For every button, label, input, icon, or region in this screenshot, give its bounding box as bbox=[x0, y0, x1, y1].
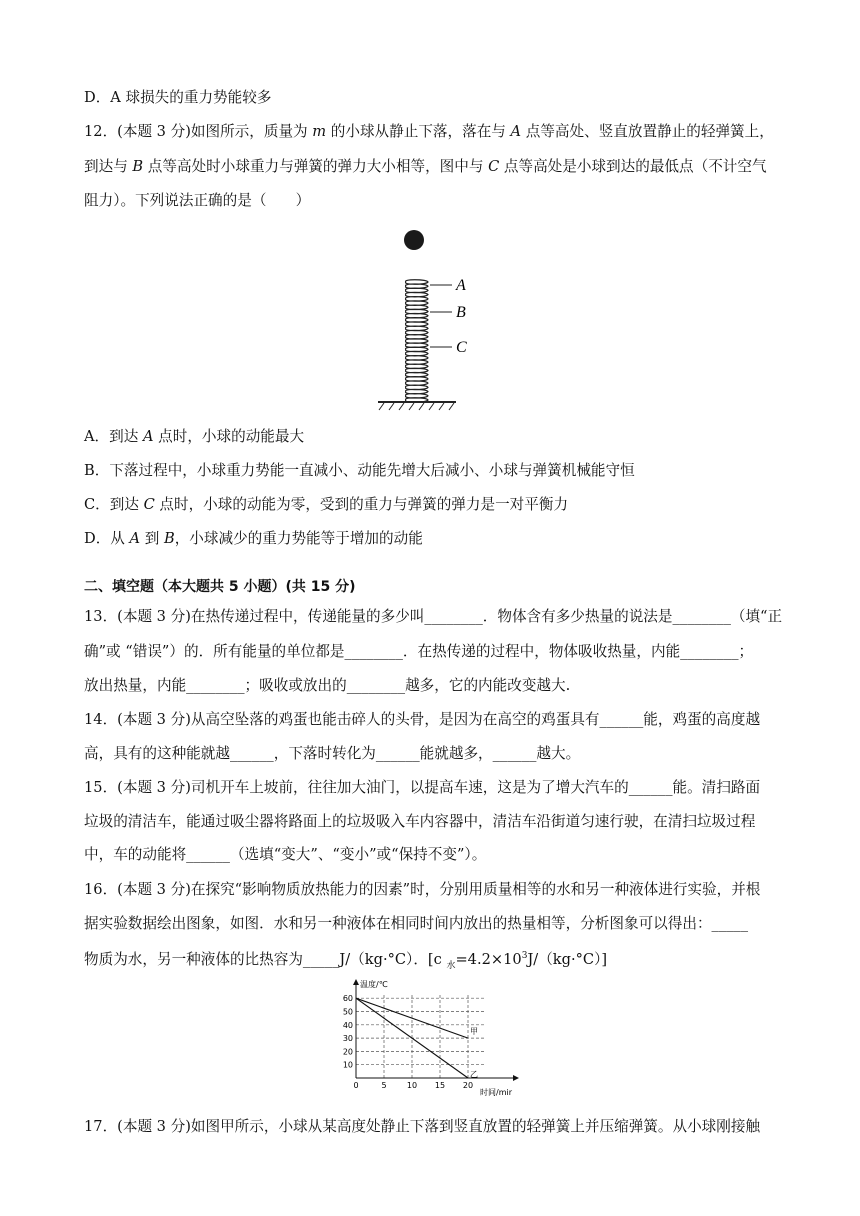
section-heading: 二、填空题（本大题共 5 小题）(共 15 分) bbox=[84, 579, 356, 595]
spring-coil bbox=[406, 280, 428, 403]
q14-line2: 高，具有的这种能就越______，下落时转化为______能就越多，______越大。 bbox=[84, 745, 581, 762]
x-tick-label: 20 bbox=[462, 1081, 474, 1090]
q13-line1: 13．(本题 3 分)在热传递过程中，传递能量的多少叫________．物体含有多少热量的说法是________（填“正 bbox=[84, 608, 783, 625]
ground-hatch bbox=[379, 403, 454, 410]
q12-text-line2: 到达与 B 点等高处时小球重力与弹簧的弹力大小相等，图中与 C 点等高处是小球到达的最低点（不计空气 bbox=[84, 158, 767, 175]
q13-line2: 确”或 “错误”）的．所有能量的单位都是________．在热传递的过程中，物体吸收热量，内能________； bbox=[84, 643, 754, 660]
y-tick-label: 40 bbox=[342, 1020, 353, 1030]
y-axis-arrow-icon bbox=[353, 979, 359, 985]
y-tick-label: 50 bbox=[342, 1007, 353, 1017]
y-tick-label: 60 bbox=[342, 994, 353, 1004]
q12-option-d: D．从 A 到 B，小球减少的重力势能等于增加的动能 bbox=[84, 530, 423, 547]
q11-option-d: D．A 球损失的重力势能较多 bbox=[84, 89, 272, 106]
q15-line3: 中，车的动能将______（选填“变大”、“变小”或“保持不变”）。 bbox=[84, 846, 487, 863]
label-a: A bbox=[456, 277, 466, 294]
q14-line1: 14．(本题 3 分)从高空坠落的鸡蛋也能击碎人的头骨，是因为在高空的鸡蛋具有______能，鸡蛋的高度越 bbox=[84, 711, 761, 728]
x-tick-label: 15 bbox=[434, 1081, 446, 1090]
q12-option-b: B．下落过程中，小球重力势能一直减小、动能先增大后减小、小球与弹簧机械能守恒 bbox=[84, 462, 635, 479]
spring-ball-figure bbox=[378, 226, 488, 412]
q12-text-line1: 12．(本题 3 分)如图所示，质量为 m 的小球从静止下落，落在与 A 点等高处、竖直放置静止的轻弹簧上， bbox=[84, 123, 774, 140]
y-tick-label: 20 bbox=[342, 1047, 353, 1057]
label-c: C bbox=[456, 339, 467, 356]
q12-text-line3: 阻力）。下列说法正确的是（ ） bbox=[84, 192, 311, 209]
q13-line3: 放出热量，内能________；吸收或放出的________越多，它的内能改变越大. bbox=[84, 677, 571, 694]
ball-icon bbox=[404, 230, 424, 250]
y-tick-label: 30 bbox=[342, 1034, 353, 1044]
temperature-time-graph bbox=[330, 978, 520, 1098]
series-label-2: 乙 bbox=[470, 1070, 478, 1079]
q16-line3: 物质为水，另一种液体的比热容为_____J/（kg·°C）．[c $_水=4.2\times 10^3J/(kg\cdot^\circ C)$] bbox=[84, 950, 608, 971]
q12-option-a: A．到达 A 点时，小球的动能最大 bbox=[84, 428, 305, 445]
q15-line1: 15．(本题 3 分)司机开车上坡前，往往加大油门，以提高车速，这是为了增大汽车的______能。清扫路面 bbox=[84, 779, 761, 796]
y-axis-label: 温度/℃ bbox=[360, 980, 388, 989]
q17-line1: 17．(本题 3 分)如图甲所示，小球从某高度处静止下落到竖直放置的轻弹簧上并压缩弹簧。从小球刚接触 bbox=[84, 1118, 761, 1135]
x-axis-arrow-icon bbox=[513, 1075, 519, 1081]
y-tick-label: 10 bbox=[342, 1060, 353, 1070]
label-b: B bbox=[456, 304, 466, 321]
q16-line2: 据实验数据绘出图象，如图．水和另一种液体在相同时间内放出的热量相等，分析图象可以得出：_____ bbox=[84, 915, 749, 932]
x-tick-label: 0 bbox=[353, 1081, 359, 1090]
q15-line2: 垃圾的清洁车，能通过吸尘器将路面上的垃圾吸入车内容器中，清洁车沿街道匀速行驶，在清扫垃圾过程 bbox=[84, 813, 756, 830]
x-axis-label: 时间/mir bbox=[480, 1088, 512, 1097]
q12-option-c: C．到达 C 点时，小球的动能为零，受到的重力与弹簧的弹力是一对平衡力 bbox=[84, 496, 569, 513]
x-tick-label: 5 bbox=[381, 1081, 387, 1090]
x-tick-label: 10 bbox=[406, 1081, 418, 1090]
series-label-1: 甲 bbox=[470, 1027, 478, 1037]
q16-line1: 16．(本题 3 分)在探究“影响物质放热能力的因素”时，分别用质量相等的水和另一种液体进行实验，并根 bbox=[84, 881, 761, 898]
